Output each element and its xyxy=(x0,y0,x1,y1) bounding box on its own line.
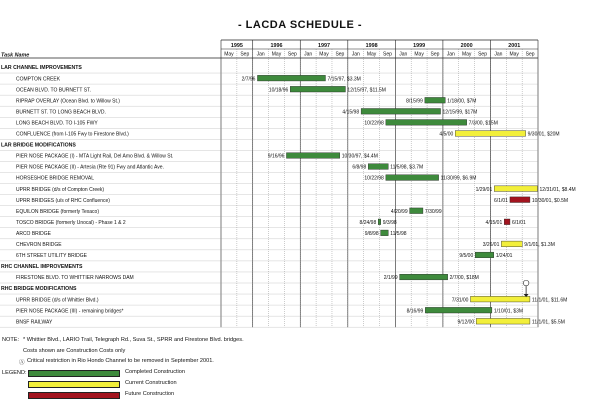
task-bar-completed xyxy=(361,109,440,115)
task-end-date: 2/7/00, $18M xyxy=(449,275,479,282)
task-end-date: 11/1/01, $5.5M xyxy=(531,319,565,326)
year-label: 1995 xyxy=(230,43,243,49)
task-start-date: 1/29/01 xyxy=(475,186,493,193)
month-label: Jan xyxy=(256,51,265,58)
task-label: BURNETT ST. TO LONG BEACH BLVD. xyxy=(16,109,106,116)
task-label: ARCO BRIDGE xyxy=(16,230,52,237)
task-bar-current xyxy=(455,131,525,137)
task-label: TOSCO BRIDGE (formerly Unocal) - Phase 1 & 2 xyxy=(16,219,126,226)
task-end-date: 10/30/01, $0.5M xyxy=(531,197,569,204)
task-label: PIER NOSE PACKAGE (I) - MTA Light Rail, Del Amo Blvd. & Willow St. xyxy=(16,153,174,160)
month-label: May xyxy=(319,51,329,58)
month-label: May xyxy=(461,51,472,58)
task-end-date: 11/5/98 xyxy=(390,230,407,237)
task-bar-completed xyxy=(286,153,339,159)
month-label: May xyxy=(509,51,519,58)
legend-swatch-current xyxy=(28,381,120,388)
task-label: UPRR BRIDGE (d/s of Whittier Blvd.) xyxy=(16,297,99,304)
month-label: Jan xyxy=(351,51,360,58)
task-start-date: 6/8/98 xyxy=(352,164,367,171)
section-header: LAR CHANNEL IMPROVEMENTS xyxy=(1,65,82,72)
task-label: FIRESTONE BLVD. TO WHITTIER NARROWS DAM xyxy=(16,275,134,282)
task-bar-completed xyxy=(386,175,439,181)
page-title: - LACDA SCHEDULE - xyxy=(237,19,363,31)
task-start-date: 4/15/01 xyxy=(485,219,503,226)
task-label: OCEAN BLVD. TO BURNETT ST. xyxy=(16,87,91,94)
critical-marker-icon xyxy=(523,280,529,286)
year-label: 2000 xyxy=(460,43,473,49)
task-bar-future xyxy=(504,219,510,225)
task-end-date: 1/18/00, $7M xyxy=(447,98,477,105)
task-end-date: 1/24/01 xyxy=(495,253,513,260)
task-start-date: 2/1/99 xyxy=(383,275,398,282)
task-start-date: 7/31/00 xyxy=(451,297,469,304)
note-costs: Costs shown are Construction Costs only xyxy=(23,348,126,354)
task-start-date: 8/16/99 xyxy=(406,308,424,315)
month-label: Jan xyxy=(399,51,408,58)
task-end-date: 11/5/98, $3.7M xyxy=(390,164,424,171)
task-start-date: 10/22/98 xyxy=(364,120,384,127)
legend-swatch-completed xyxy=(28,370,120,377)
month-label: May xyxy=(271,51,282,58)
task-start-date: 8/24/98 xyxy=(359,219,377,226)
legend-label-future: Future Construction xyxy=(125,391,175,397)
task-end-date: 7/30/99 xyxy=(424,208,442,215)
task-label: PIER NOSE PACKAGE (III) - remaining bridges* xyxy=(16,308,124,315)
task-start-date: 9/8/98 xyxy=(364,230,379,237)
task-end-date: 1/10/01, $3M xyxy=(493,308,524,315)
task-end-date: 7/3/00, $15M xyxy=(468,120,498,127)
month-label: Sep xyxy=(525,51,535,58)
note-prefix: NOTE: xyxy=(2,337,20,343)
year-label: 1997 xyxy=(318,43,331,49)
task-start-date: 10/18/96 xyxy=(268,87,289,94)
task-name-header: Task Name xyxy=(1,52,30,59)
note-bridges: * Whittier Blvd., LARIO Trail, Telegraph Rd., Suva St., SPRR and Firestone Blvd. bridges. xyxy=(23,337,244,343)
task-label: LONG BEACH BLVD. TO I-105 FWY xyxy=(16,120,98,127)
task-label: COMPTON CREEK xyxy=(16,76,61,83)
gantt-header xyxy=(1,43,535,59)
year-label: 1996 xyxy=(270,43,283,49)
task-end-date: 12/31/01, $8.4M xyxy=(539,186,576,193)
task-bar-current xyxy=(494,186,537,192)
task-bar-completed xyxy=(378,219,381,225)
task-label: CHEVRON BRIDGE xyxy=(16,242,62,248)
task-bar-completed xyxy=(257,75,325,81)
section-header: RHC CHANNEL IMPROVEMENTS xyxy=(1,264,83,271)
circle-a-icon: Ⓐ xyxy=(19,360,25,366)
month-label: May xyxy=(414,51,424,58)
task-bar-current xyxy=(476,318,530,324)
year-label: 1998 xyxy=(365,43,378,49)
legend-label-current: Current Construction xyxy=(125,380,177,386)
task-bar-completed xyxy=(290,86,345,92)
month-label: Jan xyxy=(304,51,313,58)
legend-title: LEGEND: xyxy=(2,370,27,376)
month-label: Sep xyxy=(287,51,297,58)
task-start-date: 10/22/98 xyxy=(364,175,384,182)
task-end-date: 9/1/01, $1.3M xyxy=(524,242,555,248)
task-start-date: 4/20/99 xyxy=(390,208,408,215)
task-end-date: 11/30/99, $6.9M xyxy=(440,175,477,182)
task-label: RIPRAP OVERLAY (Ocean Blvd. to Willow St.) xyxy=(16,98,120,105)
task-bar-completed xyxy=(410,208,423,214)
task-bar-current xyxy=(470,296,529,302)
task-start-date: 6/1/01 xyxy=(494,197,508,204)
task-bar-current xyxy=(501,241,522,247)
task-bar-completed xyxy=(425,97,445,103)
task-bar-completed xyxy=(425,307,492,313)
task-start-date: 9/5/00 xyxy=(459,253,474,260)
task-label: EQUILON BRIDGE (formerly Texaco) xyxy=(16,208,99,215)
task-bar-completed xyxy=(400,274,448,280)
task-end-date: 6/1/01 xyxy=(511,219,526,226)
task-end-date: 11/1/01, $11.6M xyxy=(531,297,568,304)
task-bar-future xyxy=(510,197,530,203)
task-bar-completed xyxy=(475,252,494,258)
task-end-date: 10/30/97, $4.4M xyxy=(341,153,378,160)
task-start-date: 2/7/96 xyxy=(241,76,256,83)
task-label: CONFLUENCE (from I-105 Fwy to Firestone Blvd.) xyxy=(16,131,129,138)
note-critical: Critical restriction in Rio Hondo Channel to be removed in September 2001. xyxy=(27,358,214,364)
task-end-date: 12/15/97, $11.5M xyxy=(347,87,386,94)
month-label: Sep xyxy=(478,51,487,58)
month-label: May xyxy=(366,51,377,58)
month-label: Jan xyxy=(494,51,503,58)
gantt-rows xyxy=(1,65,576,325)
section-header: LAR BRIDGE MODIFICATIONS xyxy=(1,142,76,149)
task-label: UPRR BRIDGE (d/s of Compton Creek) xyxy=(16,186,105,193)
task-bar-completed xyxy=(368,164,388,170)
task-bar-completed xyxy=(386,120,467,126)
legend-swatch-future xyxy=(28,392,120,399)
task-start-date: 4/15/98 xyxy=(342,109,360,116)
task-start-date: 9/12/00 xyxy=(457,319,475,326)
task-end-date: 9/30/01, $20M xyxy=(527,131,560,138)
year-label: 2001 xyxy=(508,43,521,49)
task-start-date: 3/26/01 xyxy=(482,242,500,248)
year-label: 1999 xyxy=(413,43,426,49)
task-end-date: 9/3/98 xyxy=(382,219,397,226)
month-label: Sep xyxy=(382,51,392,58)
month-label: May xyxy=(224,51,234,58)
task-start-date: 9/16/96 xyxy=(267,153,285,160)
task-start-date: 8/15/99 xyxy=(406,98,423,105)
gantt-grid xyxy=(0,40,538,327)
task-label: 6TH STREET UTILITY BRIDGE xyxy=(16,253,87,260)
task-label: HORSESHOE BRIDGE REMOVAL xyxy=(16,175,94,182)
task-label: BNSF RAILWAY xyxy=(16,319,53,326)
month-label: Sep xyxy=(335,51,345,58)
task-label: UPRR BRIDGES (u/s of RHC Confluence) xyxy=(16,197,110,204)
task-end-date: 12/15/99, $17M xyxy=(442,109,478,116)
task-end-date: 7/15/97, $3.3M xyxy=(327,76,361,83)
legend-label-completed: Completed Construction xyxy=(125,369,186,375)
month-label: Jan xyxy=(446,51,455,58)
task-label: PIER NOSE PACKAGE (II) - Artesia (Rte 91) Fwy and Atlantic Ave. xyxy=(16,164,164,171)
month-label: Sep xyxy=(430,51,440,58)
task-start-date: 4/5/00 xyxy=(439,131,454,138)
task-bar-completed xyxy=(381,230,389,236)
section-header: RHC BRIDGE MODIFICATIONS xyxy=(1,286,77,293)
month-label: Sep xyxy=(240,51,250,58)
